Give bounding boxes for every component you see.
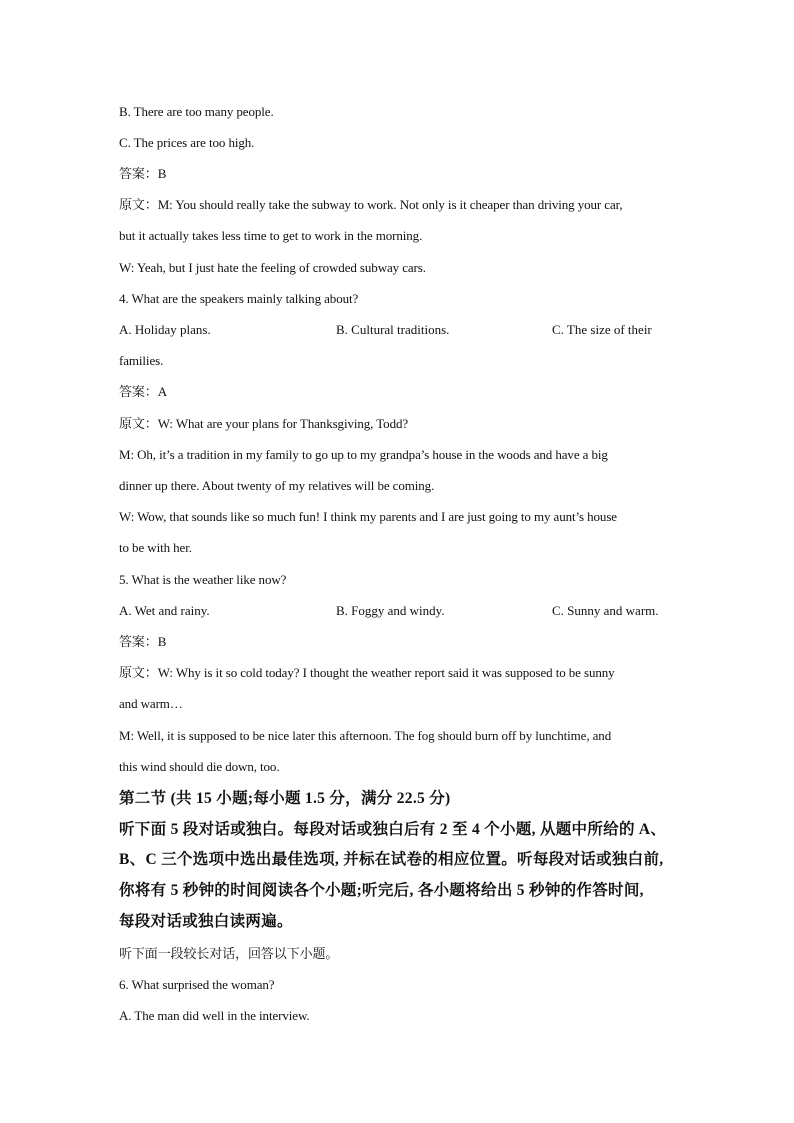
transcript-q3-line1: 原文：M: You should really take the subway to work. Not only is it cheaper than driving your car, <box>119 197 623 212</box>
section-2-instructions-line3: 你将有 5 秒钟的时间阅读各个小题;听完后, 各小题将给出 5 秒钟的作答时间, <box>119 882 644 899</box>
option-b-q3: B. There are too many people. <box>119 104 274 119</box>
transcript-q4-line5: to be with her. <box>119 540 192 555</box>
section-2-instructions-line1: 听下面 5 段对话或独白。每段对话或独白后有 2 至 4 个小题, 从题中所给的 A、 <box>119 821 667 838</box>
question-5: 5. What is the weather like now? <box>119 572 287 587</box>
section-2-instructions-line2: B、C 三个选项中选出最佳选项, 并标在试卷的相应位置。听每段对话或独白前, <box>119 851 664 868</box>
option-a-q4: A. Holiday plans. <box>119 322 211 337</box>
answer-q5: 答案：B <box>119 634 167 649</box>
option-c-q5: C. Sunny and warm. <box>552 603 659 618</box>
transcript-q5-line1: 原文：W: Why is it so cold today? I thought the weather report said it was supposed to be sunny <box>119 665 615 680</box>
transcript-q4-line3: dinner up there. About twenty of my relatives will be coming. <box>119 478 435 493</box>
answer-q3: 答案：B <box>119 166 167 181</box>
option-c-q4-cont: families. <box>119 353 164 368</box>
option-b-q4: B. Cultural traditions. <box>336 322 450 337</box>
option-c-q3: C. The prices are too high. <box>119 135 255 150</box>
transcript-q5-line3: M: Well, it is supposed to be nice later this afternoon. The fog should burn off by lunchtime, and <box>119 728 612 743</box>
transcript-q5-line2: and warm… <box>119 696 183 711</box>
transcript-q5-line4: this wind should die down, too. <box>119 759 280 774</box>
option-a-q5: A. Wet and rainy. <box>119 603 210 618</box>
transcript-q4-line2: M: Oh, it’s a tradition in my family to go up to my grandpa’s house in the woods and have a big <box>119 447 608 462</box>
question-6: 6. What surprised the woman? <box>119 977 275 992</box>
answer-q4: 答案：A <box>119 384 167 399</box>
transcript-q4-line4: W: Wow, that sounds like so much fun! I think my parents and I are just going to my aunt’s house <box>119 509 617 524</box>
option-a-q6: A. The man did well in the interview. <box>119 1008 310 1023</box>
transcript-q3-line3: W: Yeah, but I just hate the feeling of crowded subway cars. <box>119 260 426 275</box>
section-2-title: 第二节 (共 15 小题;每小题 1.5 分，满分 22.5 分) <box>119 790 451 807</box>
section-2-instructions-line4: 每段对话或独白读两遍。 <box>119 913 293 930</box>
option-c-q4: C. The size of their <box>552 322 652 337</box>
question-4: 4. What are the speakers mainly talking about? <box>119 291 359 306</box>
option-b-q5: B. Foggy and windy. <box>336 603 445 618</box>
listening-note: 听下面一段较长对话，回答以下小题。 <box>119 946 339 961</box>
transcript-q3-line2: but it actually takes less time to get to work in the morning. <box>119 228 423 243</box>
transcript-q4-line1: 原文：W: What are your plans for Thanksgiving, Todd? <box>119 416 409 431</box>
